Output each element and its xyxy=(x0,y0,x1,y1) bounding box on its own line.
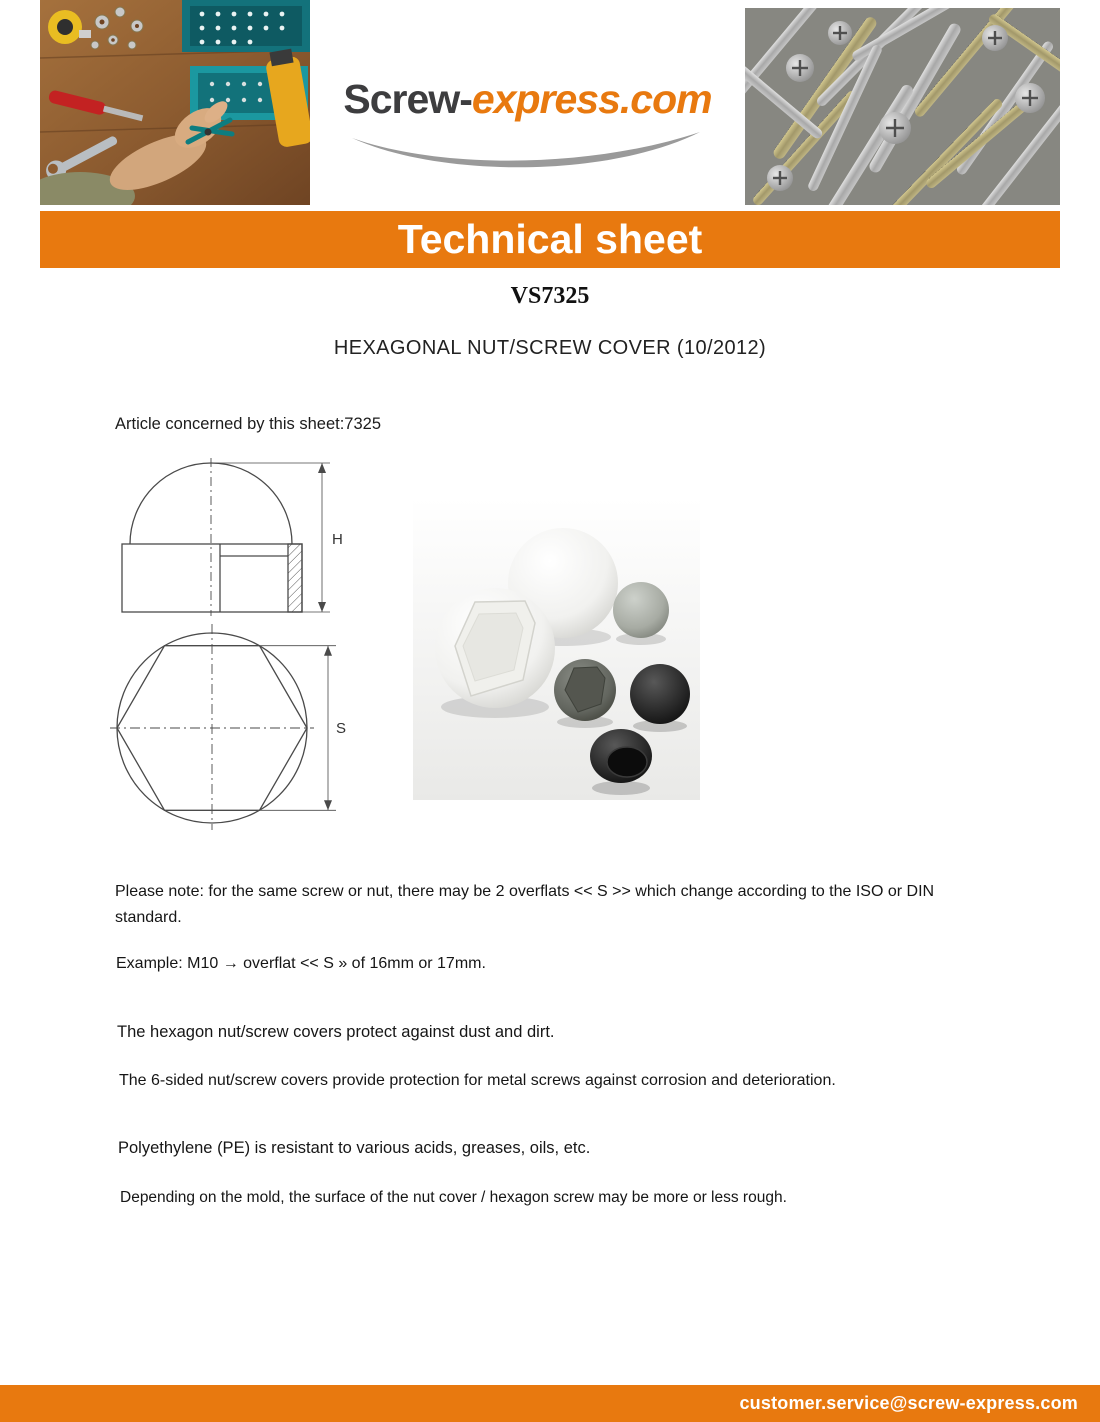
dark-gray-hex-cover xyxy=(554,659,616,721)
black-open-cover xyxy=(590,729,652,795)
black-dome-cover xyxy=(630,664,690,724)
technical-drawing xyxy=(108,456,358,834)
brand-logo-prefix: Screw- xyxy=(343,76,472,122)
workbench-photo xyxy=(40,0,310,205)
banner-title: Technical sheet xyxy=(397,216,703,262)
technical-drawing-art xyxy=(108,456,358,834)
screws-pile-photo xyxy=(745,8,1060,205)
note-corrosion: The 6-sided nut/screw covers provide protection for metal screws against corrosion and deterioration. xyxy=(119,1072,836,1089)
white-hex-cover xyxy=(435,588,555,708)
footer-bar xyxy=(0,1385,1100,1422)
product-photo xyxy=(413,498,700,800)
gray-dome-cover xyxy=(613,582,669,638)
screws-pile-art xyxy=(745,8,1060,205)
document-title: HEXAGONAL NUT/SCREW COVER (10/2012) xyxy=(333,337,767,359)
cap-top-view-drawing xyxy=(110,624,346,830)
workbench-photo-art xyxy=(40,0,310,205)
brand-swoosh-icon xyxy=(348,128,708,172)
brand-logo-text xyxy=(310,76,745,123)
across-flats-dimension-label: S xyxy=(336,720,347,737)
note-example: Example: M10 → overflat << S » of 16mm or 17mm. xyxy=(116,955,486,972)
height-dimension-label: H xyxy=(332,531,343,548)
note-overflats: Please note: for the same screw or nut, there may be 2 overflats << S >> which change according to the ISO or DIN standard. xyxy=(115,883,935,926)
customer-service-email-link[interactable]: customer.service@screw-express.com xyxy=(739,1393,1078,1413)
note-polyethylene: Polyethylene (PE) is resistant to various acids, greases, oils, etc. xyxy=(118,1139,591,1157)
cap-side-view-drawing xyxy=(122,458,343,616)
document-reference: VS7325 xyxy=(510,283,590,309)
note-dust-dirt: The hexagon nut/screw covers protect against dust and dirt. xyxy=(117,1023,555,1041)
note-surface-rough: Depending on the mold, the surface of the nut cover / hexagon screw may be more or less rough. xyxy=(120,1189,787,1206)
technical-sheet-banner xyxy=(40,211,1060,268)
brand-logo xyxy=(310,76,745,123)
product-photo-art xyxy=(413,498,700,800)
article-concerned-line: Article concerned by this sheet:7325 xyxy=(115,415,381,433)
brand-logo-suffix: express.com xyxy=(471,76,712,122)
